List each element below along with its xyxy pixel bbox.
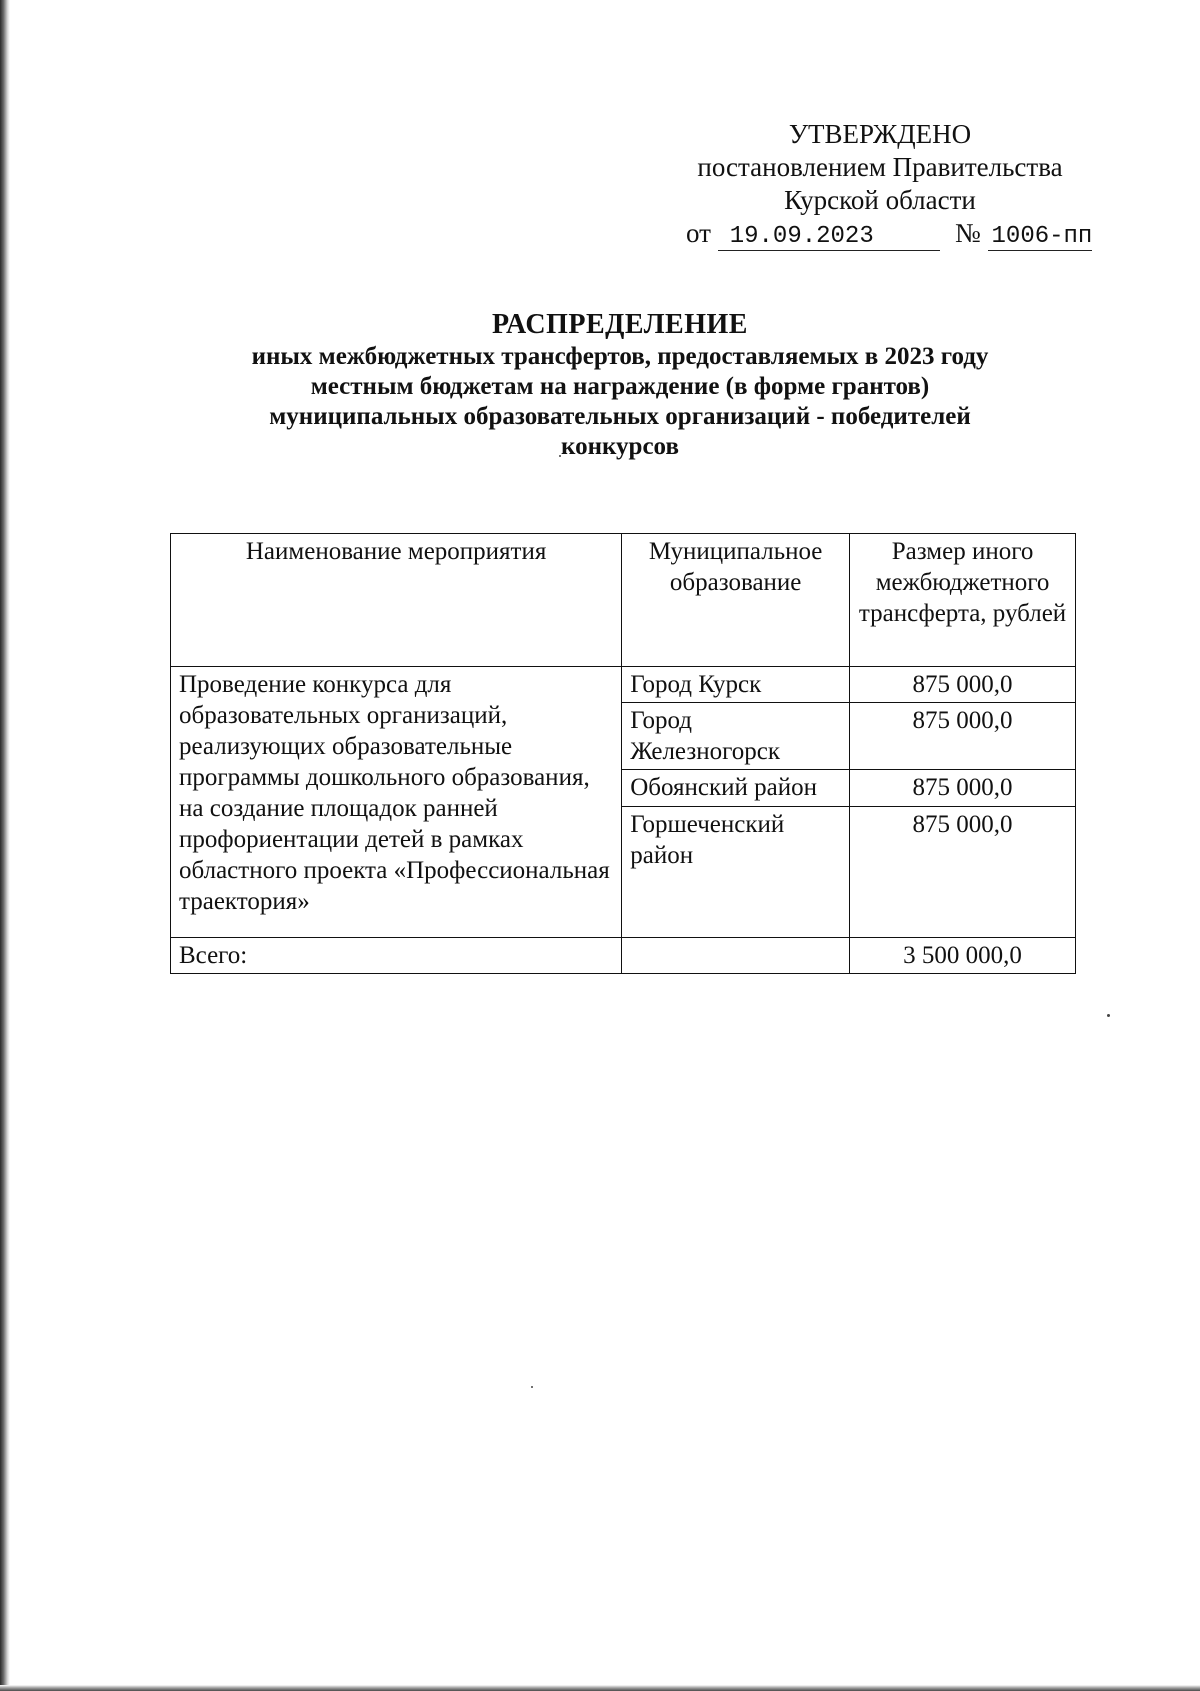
title-line-2: местным бюджетам на награждение (в форме грантов) <box>310 373 930 400</box>
total-label: Всего: <box>171 938 622 974</box>
table-total-row <box>171 938 1076 974</box>
approval-date-line <box>686 218 940 251</box>
municipality-cell: Город Железногорск <box>622 703 850 770</box>
municipality-cell: Обоянский район <box>622 770 850 807</box>
scan-bottom-edge <box>0 1685 1200 1691</box>
document-title <box>190 308 1050 462</box>
total-municipality <box>622 938 850 974</box>
scan-speck <box>559 455 561 457</box>
title-line-4: конкурсов <box>561 433 679 460</box>
municipality-cell: Горшеченский район <box>622 807 850 938</box>
amount-cell: 875 000,0 <box>850 667 1076 703</box>
amount-cell: 875 000,0 <box>850 807 1076 938</box>
approval-line-1: постановлением Правительства <box>697 152 1063 182</box>
amount-cell: 875 000,0 <box>850 770 1076 807</box>
header-municipality: Муниципальное образование <box>622 534 850 667</box>
scan-left-edge <box>0 0 10 1691</box>
title-main: РАСПРЕДЕЛЕНИЕ <box>492 309 748 340</box>
distribution-table <box>170 533 1076 974</box>
table-row <box>171 667 1076 703</box>
header-event: Наименование мероприятия <box>171 534 622 667</box>
header-amount: Размер иного межбюджетного трансферта, рублей <box>850 534 1076 667</box>
approval-heading: УТВЕРЖДЕНО <box>788 119 972 149</box>
total-amount: 3 500 000,0 <box>850 938 1076 974</box>
approval-number-line <box>955 218 1092 250</box>
number-prefix: № <box>955 218 981 248</box>
title-line-1: иных межбюджетных трансфертов, предоставляемых в 2023 году <box>251 343 989 370</box>
table-header-row <box>171 534 1076 667</box>
event-description: Проведение конкурса для образовательных организаций, реализующих образовательные программы дошкольного образования, на создание площадок ранней профориентации детей в рамках областного проекта «Профессиональная траектория» <box>171 667 622 938</box>
approval-line-2: Курской области <box>784 185 976 215</box>
approval-stamp <box>660 118 1100 217</box>
title-line-3: муниципальных образовательных организаций - победителей <box>269 403 971 430</box>
date-prefix: от <box>686 218 711 248</box>
amount-cell: 875 000,0 <box>850 703 1076 770</box>
municipality-cell: Город Курск <box>622 667 850 703</box>
scan-speck <box>1107 1014 1110 1017</box>
scan-speck <box>531 1386 533 1388</box>
approval-date: 19.09.2023 <box>718 224 940 251</box>
approval-number: 1006-пп <box>988 223 1093 251</box>
